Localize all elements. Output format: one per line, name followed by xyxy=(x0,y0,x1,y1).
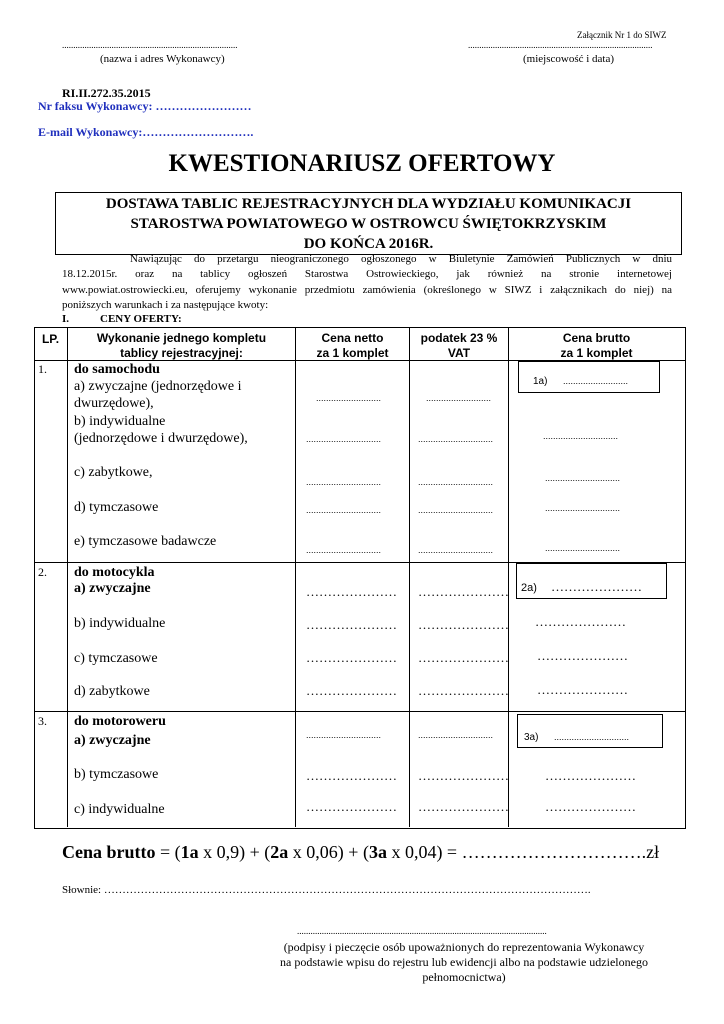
brutto-field[interactable]: .............................. xyxy=(545,503,621,513)
item-label: d) zabytkowe xyxy=(74,684,150,699)
netto-field[interactable]: .............................. xyxy=(306,545,382,555)
contractor-dots: .............................................................................. xyxy=(62,40,238,50)
netto-field[interactable]: ………………… xyxy=(306,617,397,632)
formula-part: x 0,9) + ( xyxy=(198,842,271,862)
email-field: E-mail Wykonawcy:………………………. xyxy=(38,125,254,139)
item-label: e) tymczasowe badawcze xyxy=(74,534,217,549)
netto-field[interactable]: .............................. xyxy=(306,730,382,740)
signature-caption xyxy=(254,940,674,985)
item-label: a) zwyczajne xyxy=(74,581,151,596)
box-dots: .............................. xyxy=(554,732,630,742)
subject-text xyxy=(56,193,681,254)
item-label: b) tymczasowe xyxy=(74,767,159,782)
brutto-field[interactable]: ………………… xyxy=(537,682,628,697)
group-title: do motocykla xyxy=(74,565,155,580)
signature-caption-line: na podstawie wpisu do rejestru lub ewidencji albo na podstawie udzielonego xyxy=(280,955,648,969)
brutto-field[interactable]: ………………… xyxy=(545,768,636,783)
netto-field[interactable]: .......................... xyxy=(316,393,382,403)
brutto-field[interactable]: .............................. xyxy=(543,431,619,441)
formula-label: Cena brutto xyxy=(62,842,156,862)
intro-line: 18.12.2015r. oraz na tablicy ogłoszeń Starostwa Ostrowieckiego, jak również na stronie internetowej xyxy=(62,268,672,280)
fax-field: Nr faksu Wykonawcy: …………………… xyxy=(38,99,252,113)
subject-line: STAROSTWA POWIATOWEGO W OSTROWCU ŚWIĘTOKRZYSKIM xyxy=(130,216,607,232)
group-title: do samochodu xyxy=(74,362,160,377)
signature-caption-line: (podpisy i pieczęcie osób upoważnionych do reprezentowania Wykonawcy xyxy=(283,940,645,954)
box-label: 2a) xyxy=(521,582,537,594)
subject-line: DO KOŃCA 2016R. xyxy=(303,236,434,252)
netto-field[interactable]: ………………… xyxy=(306,650,397,665)
netto-field[interactable]: .............................. xyxy=(306,477,382,487)
brutto-field[interactable]: ………………… xyxy=(537,648,628,663)
signature-caption-line: pełnomocnictwa) xyxy=(422,970,506,984)
vat-field[interactable]: .............................. xyxy=(418,477,494,487)
formula-part: x 0,04) = ………………………….zł xyxy=(386,842,660,862)
intro-line: Nawiązując do przetargu nieograniczonego ogłoszonego w Biuletynie Zamówień Publicznych w dniu xyxy=(130,253,672,265)
item-label: c) tymczasowe xyxy=(74,651,158,666)
row-lp: 1. xyxy=(38,362,47,376)
header-item-line: Wykonanie jednego kompletu xyxy=(96,331,267,345)
item-label: d) tymczasowe xyxy=(74,500,159,515)
header-vat-line: podatek 23 % xyxy=(420,331,498,345)
brutto-field[interactable]: .............................. xyxy=(545,543,621,553)
header-netto-line: za 1 komplet xyxy=(316,346,389,360)
row-lp: 2. xyxy=(38,565,47,579)
vat-field[interactable]: .............................. xyxy=(418,730,494,740)
brutto-field[interactable]: .............................. xyxy=(545,473,621,483)
subject-box xyxy=(55,192,682,255)
header-lp: LP. xyxy=(41,332,60,346)
vat-field[interactable]: .............................. xyxy=(418,434,494,444)
item-label: a) zwyczajne (jednorzędowe i xyxy=(74,379,242,394)
item-label: dwurzędowe), xyxy=(74,396,154,411)
formula-part: = ( xyxy=(155,842,181,862)
item-label: b) indywidualne xyxy=(74,414,166,429)
item-label: (jednorzędowe i dwurzędowe), xyxy=(74,431,248,446)
attachment-note: Załącznik Nr 1 do SIWZ xyxy=(577,30,667,40)
vat-field[interactable]: ………………… xyxy=(418,799,509,814)
formula-part: x 0,06) + ( xyxy=(288,842,369,862)
header-netto-line: Cena netto xyxy=(321,331,384,345)
brutto-field[interactable]: ………………… xyxy=(535,614,626,629)
netto-field[interactable]: .............................. xyxy=(306,505,382,515)
vat-field[interactable]: ………………… xyxy=(418,683,509,698)
header-item-line: tablicy rejestracyjnej: xyxy=(120,346,243,360)
group-title: do motoroweru xyxy=(74,714,166,729)
box-dots: .......................... xyxy=(563,376,629,386)
intro-line: poniższych warunkach i za następujące kwoty: xyxy=(62,299,269,311)
box-label: 1a) xyxy=(533,376,548,387)
netto-field[interactable]: .............................. xyxy=(306,434,382,444)
vat-field[interactable]: ………………… xyxy=(418,584,509,599)
contractor-caption: (nazwa i adres Wykonawcy) xyxy=(100,53,225,65)
box-label: 3a) xyxy=(524,732,539,743)
formula-var: 1a xyxy=(180,842,199,862)
vat-field[interactable]: ………………… xyxy=(418,617,509,632)
vat-field[interactable]: .............................. xyxy=(418,505,494,515)
section-label: I. xyxy=(62,313,70,325)
date-caption: (miejscowość i data) xyxy=(523,53,615,65)
netto-field[interactable]: ………………… xyxy=(306,799,397,814)
price-formula xyxy=(62,842,659,863)
netto-field[interactable]: ………………… xyxy=(306,584,397,599)
header-brutto-line: Cena brutto xyxy=(562,331,631,345)
total-box-1a[interactable] xyxy=(518,361,660,393)
formula-var: 3a xyxy=(368,842,387,862)
header-brutto-line: za 1 komplet xyxy=(560,346,633,360)
subject-line: DOSTAWA TABLIC REJESTRACYJNYCH DLA WYDZIAŁU KOMUNIKACJI xyxy=(105,196,632,212)
reference-number: RI.II.272.35.2015 xyxy=(62,86,151,100)
row-lp: 3. xyxy=(38,714,47,728)
item-label: a) zwyczajne xyxy=(74,733,151,748)
vat-field[interactable]: ………………… xyxy=(418,768,509,783)
netto-field[interactable]: ………………… xyxy=(306,768,397,783)
netto-field[interactable]: ………………… xyxy=(306,683,397,698)
total-box-3a[interactable] xyxy=(517,714,663,748)
box-dots: ………………… xyxy=(551,579,642,594)
header-vat-line: VAT xyxy=(447,346,471,360)
item-label: c) zabytkowe, xyxy=(74,465,153,480)
item-label: c) indywidualne xyxy=(74,802,165,817)
page-title: KWESTIONARIUSZ OFERTOWY xyxy=(168,150,556,177)
item-label: b) indywidualne xyxy=(74,616,166,631)
amount-in-words-field[interactable]: Słownie: ……………………………………………………………………………………………………………………. xyxy=(62,884,591,896)
section-title: CENY OFERTY: xyxy=(100,313,182,325)
date-dots: .................................................................................. xyxy=(468,40,653,50)
vat-field[interactable]: ………………… xyxy=(418,650,509,665)
formula-var: 2a xyxy=(270,842,289,862)
signature-dots[interactable]: ............................................................................................................... xyxy=(297,926,547,936)
total-box-2a[interactable] xyxy=(516,563,667,599)
brutto-field[interactable]: ………………… xyxy=(545,799,636,814)
vat-field[interactable]: .......................... xyxy=(426,393,492,403)
vat-field[interactable]: .............................. xyxy=(418,545,494,555)
intro-line: www.powiat.ostrowiecki.eu, oferujemy wykonanie przedmiotu zamówienia (określonego w SIWZ i załącznikach do niej) na xyxy=(62,284,672,296)
